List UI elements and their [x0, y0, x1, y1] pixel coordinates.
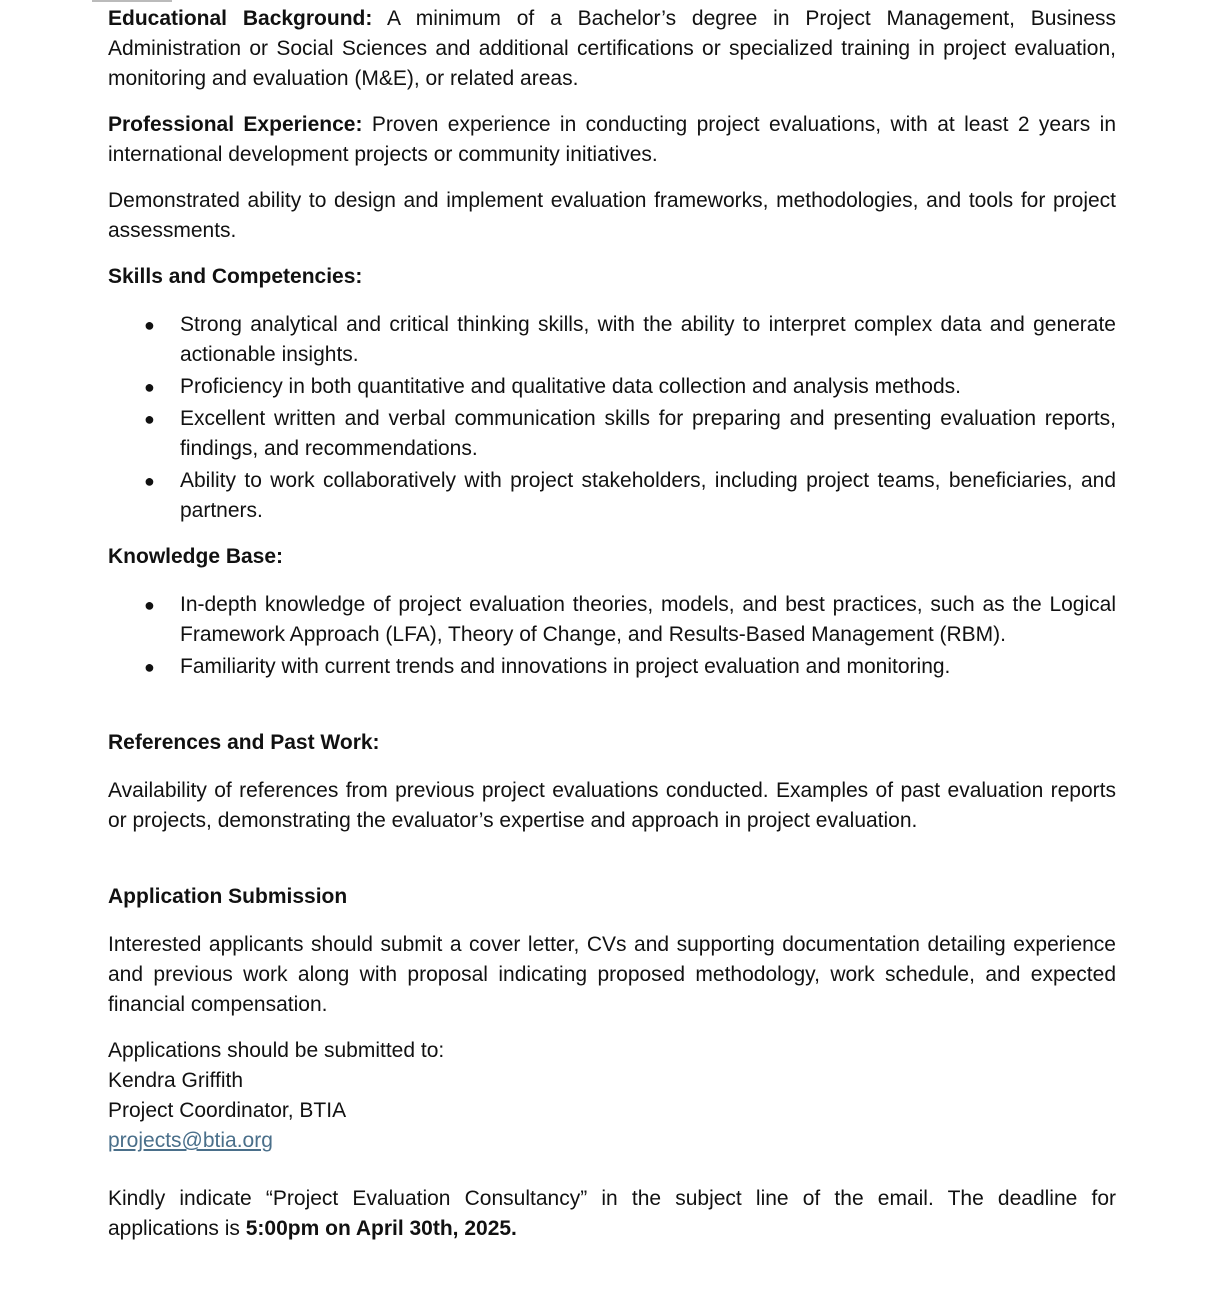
list-item: [108, 652, 1116, 682]
references-heading: References and Past Work:: [108, 731, 380, 754]
bullet-icon: ●: [144, 595, 155, 615]
references-paragraph: Availability of references from previous project evaluations conducted. Examples of past evaluation reports or projects, demonstrating the evaluator’s expertise and approach in project evaluation.: [108, 779, 1116, 832]
list-item-text: Proficiency in both quantitative and qualitative data collection and analysis methods.: [180, 375, 961, 398]
closing-paragraph: [108, 1184, 1116, 1244]
knowledge-list: [108, 590, 1116, 682]
experience-label: Professional Experience:: [108, 113, 363, 136]
section-spacer: [108, 698, 1116, 728]
demonstrated-paragraph: Demonstrated ability to design and implement evaluation frameworks, methodologies, and tools for project assessments.: [108, 189, 1116, 242]
list-item-text: Strong analytical and critical thinking skills, with the ability to interpret complex data and generate actionable insights.: [180, 313, 1116, 366]
bullet-icon: ●: [144, 471, 155, 491]
list-item: [108, 404, 1116, 464]
submit-to-line: Applications should be submitted to:: [108, 1039, 445, 1062]
bullet-icon: ●: [144, 315, 155, 335]
knowledge-heading: Knowledge Base:: [108, 545, 284, 568]
bullet-icon: ●: [144, 409, 155, 429]
list-item-text: Familiarity with current trends and innovations in project evaluation and monitoring.: [180, 655, 951, 678]
list-item-text: Ability to work collaboratively with project stakeholders, including project teams, beneficiaries, and partners.: [180, 469, 1116, 522]
contact-email-link[interactable]: projects@btia.org: [108, 1129, 273, 1152]
list-item: [108, 466, 1116, 526]
list-item: [108, 372, 1116, 402]
list-item: [108, 590, 1116, 650]
education-text: A minimum of a Bachelor’s degree in Project Management, Business Administration or Social Sciences and additional certifications or specialized training in project evaluation, monitoring and evaluation (M&E), or related areas.: [108, 7, 1117, 90]
application-heading: Application Submission: [108, 885, 348, 908]
contact-title: Project Coordinator, BTIA: [108, 1099, 347, 1122]
closing-text: Kindly indicate “Project Evaluation Consultancy” in the subject line of the email. The deadline for applications is: [108, 1187, 1116, 1240]
list-item: [108, 310, 1116, 370]
bullet-icon: ●: [144, 377, 155, 397]
education-label: Educational Background:: [108, 7, 373, 30]
skills-heading: Skills and Competencies:: [108, 265, 363, 288]
bullet-icon: ●: [144, 657, 155, 677]
experience-text: Proven experience in conducting project evaluations, with at least 2 years in international development projects or community initiatives.: [108, 113, 1116, 166]
skills-list: [108, 310, 1116, 526]
list-item-text: In-depth knowledge of project evaluation theories, models, and best practices, such as the Logical Framework Approach (LFA), Theory of Change, and Results-Based Management (RBM).: [180, 593, 1116, 646]
section-spacer: [108, 1172, 1116, 1184]
education-paragraph: [108, 4, 1116, 94]
page-top-rule: [92, 0, 172, 2]
document-page: [108, 4, 1116, 1260]
application-paragraph: Interested applicants should submit a cover letter, CVs and supporting documentation detailing experience and previous work along with proposal indicating proposed methodology, work schedule, and expected financial compensation.: [108, 933, 1116, 1016]
contact-block: [108, 1036, 1116, 1156]
deadline-text: 5:00pm on April 30th, 2025.: [245, 1217, 517, 1240]
experience-paragraph: [108, 110, 1116, 170]
contact-name: Kendra Griffith: [108, 1069, 244, 1092]
section-spacer: [108, 852, 1116, 882]
list-item-text: Excellent written and verbal communication skills for preparing and presenting evaluation reports, findings, and recommendations.: [180, 407, 1116, 460]
